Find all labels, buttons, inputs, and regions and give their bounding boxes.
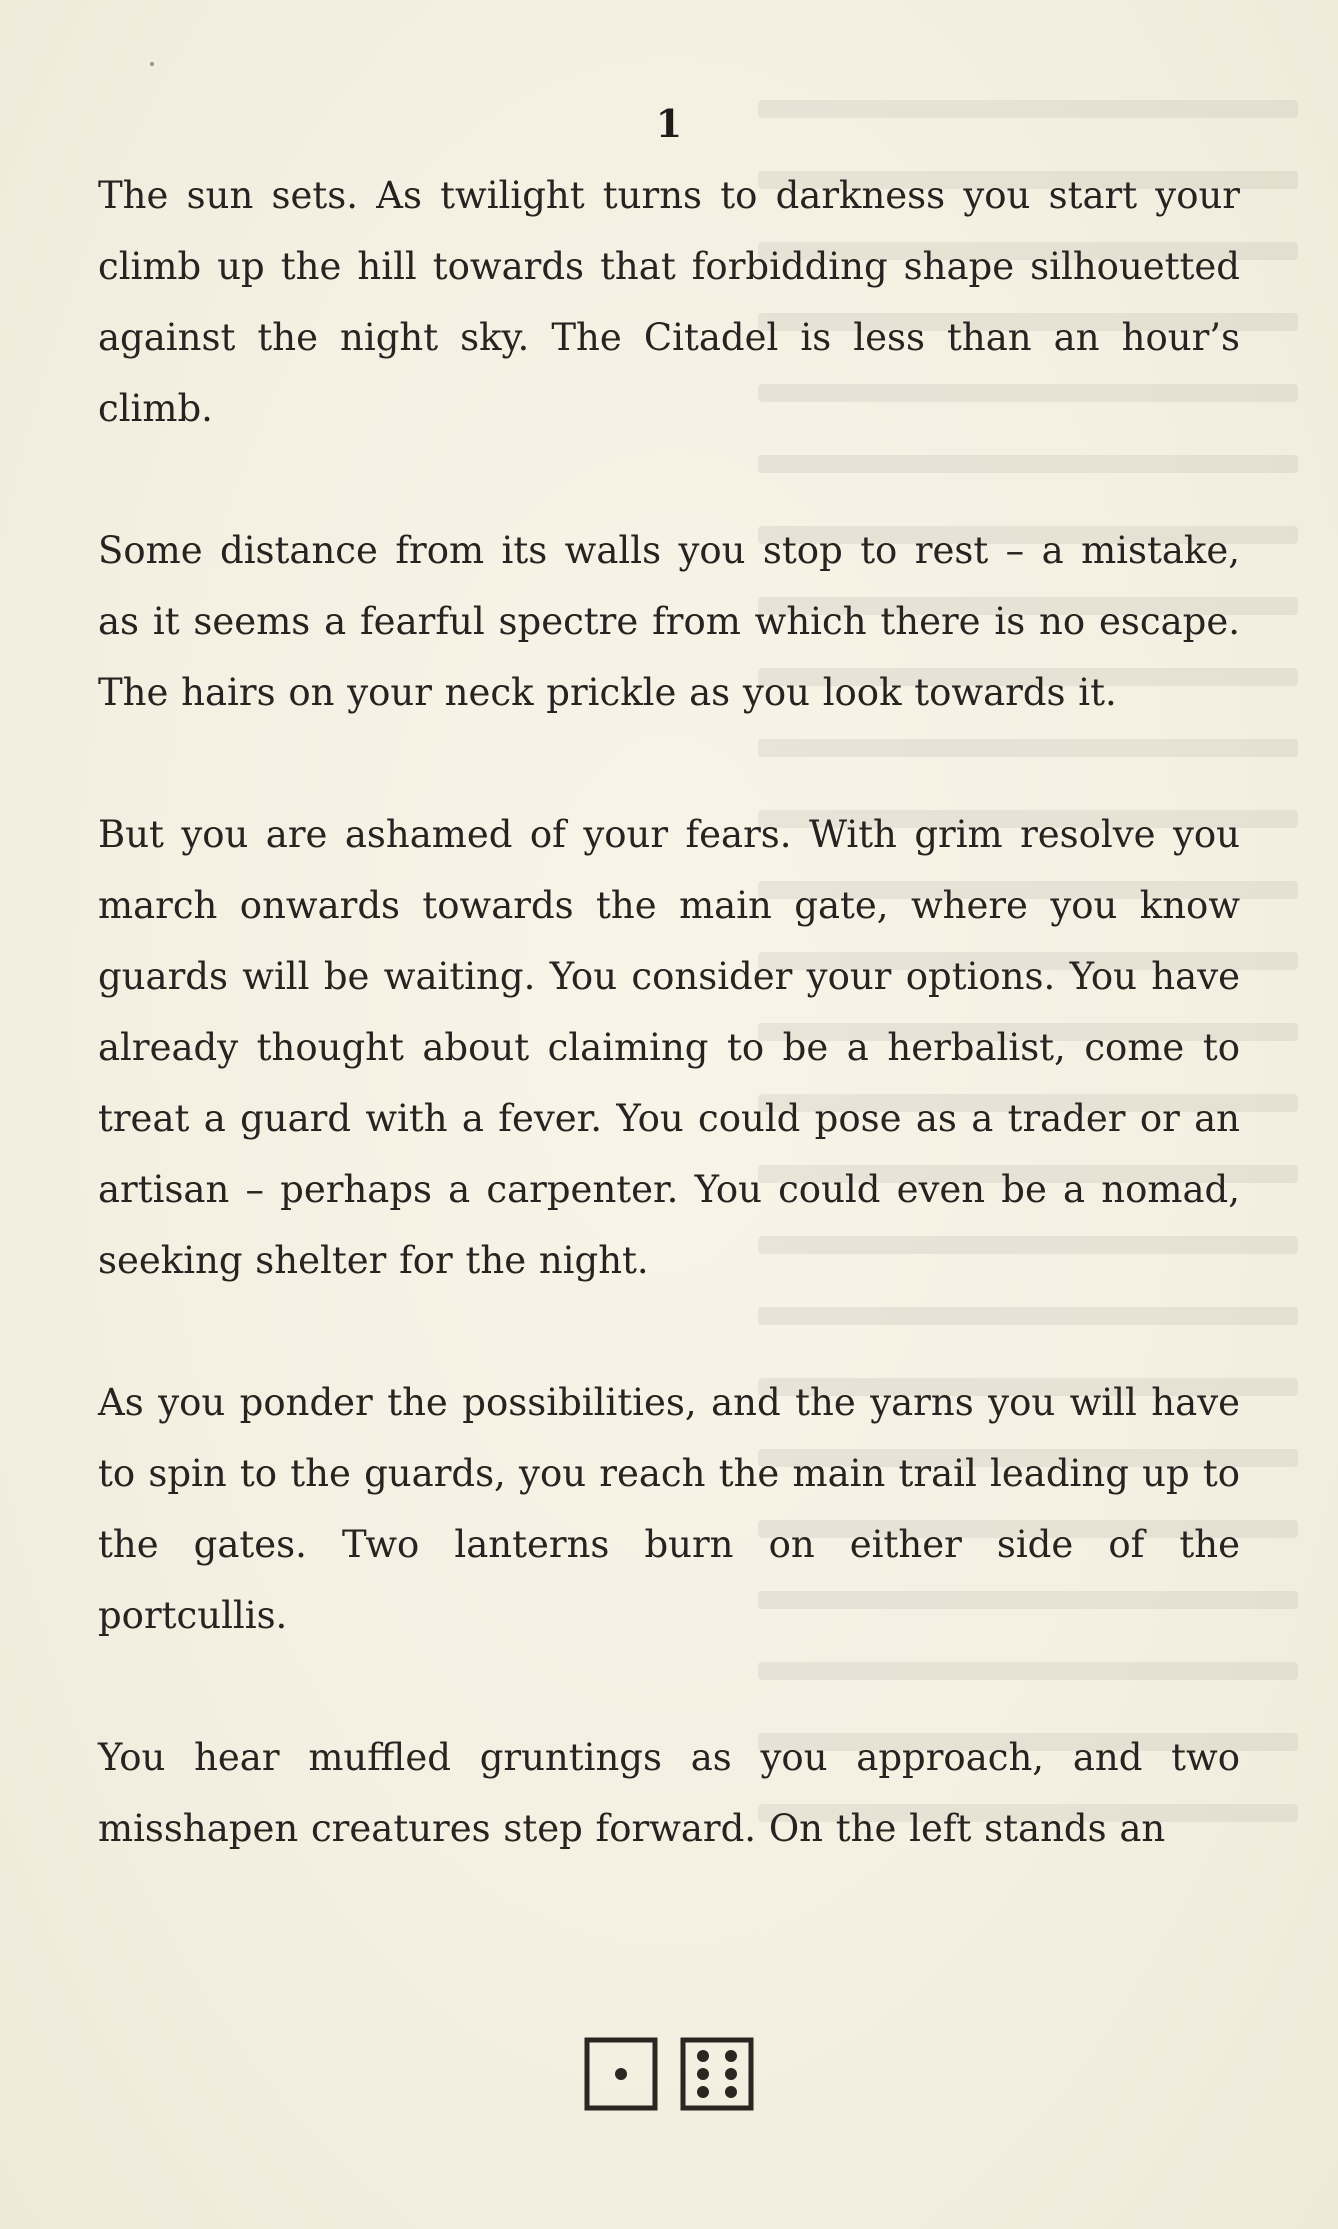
paragraph: You hear muffled gruntings as you approach, and two misshapen creatures step forward. On the left stands an <box>98 1736 1240 1850</box>
die-one-icon <box>583 2036 659 2112</box>
paragraph: As you ponder the possibilities, and the yarns you will have to spin to the guards, you reach the main trail leading up to the gates. Two lanterns burn on either side of the portcullis. <box>98 1381 1240 1637</box>
paragraph: The sun sets. As twilight turns to darkness you start your climb up the hill towards that forbidding shape silhouetted against the night sky. The Citadel is less than an hour’s climb. <box>98 174 1240 430</box>
die-six-icon <box>679 2036 755 2112</box>
section-number: 1 <box>655 101 683 146</box>
paragraph: But you are ashamed of your fears. With grim resolve you march onwards towards the main gate, where you know guards will be waiting. You consider your options. You have already thought about claiming to be a herbalist, come to treat a guard with a fever. You could pose as a trader or an artisan – perhaps a carpenter. You could even be a nomad, seeking shelter for the night. <box>98 813 1240 1282</box>
body-text <box>98 160 1240 1864</box>
paragraph: Some distance from its walls you stop to rest – a mistake, as it seems a fearful spectre from which there is no escape. The hairs on your neck prickle as you look towards it. <box>98 529 1240 714</box>
paper-speck <box>150 62 154 66</box>
dice-row <box>0 2036 1338 2112</box>
